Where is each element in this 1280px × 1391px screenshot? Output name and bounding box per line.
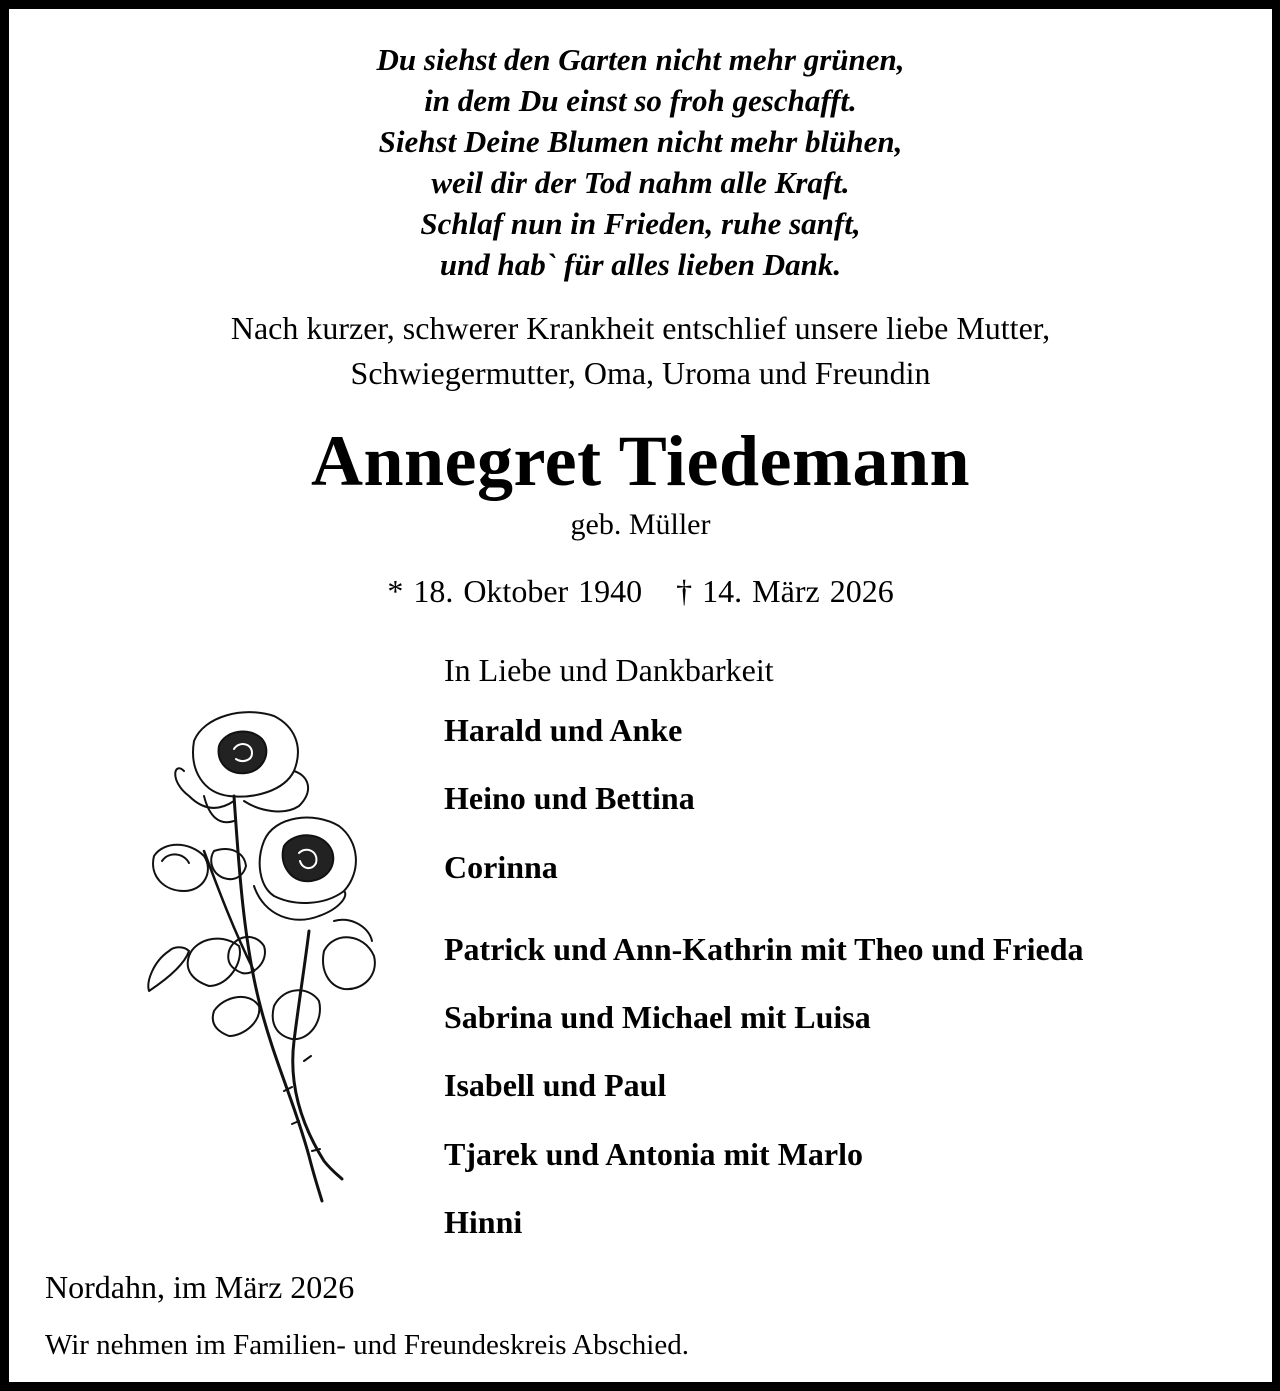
poem-line: weil dir der Tod nahm alle Kraft. bbox=[431, 165, 850, 200]
poem-line: Du siehst den Garten nicht mehr grünen, bbox=[376, 42, 905, 77]
mourner-name: Patrick und Ann-Kathrin mit Theo und Frieda bbox=[444, 931, 1084, 967]
mourner-name: Sabrina und Michael mit Luisa bbox=[444, 999, 871, 1035]
birth-date: * 18. Oktober 1940 bbox=[387, 573, 643, 609]
intro-text bbox=[9, 306, 1272, 396]
mourner-name: Harald und Anke bbox=[444, 712, 683, 748]
mourner-name: Tjarek und Antonia mit Marlo bbox=[444, 1136, 863, 1172]
poem-line: Siehst Deine Blumen nicht mehr blühen, bbox=[378, 124, 903, 159]
poem-line: in dem Du einst so froh geschafft. bbox=[424, 83, 857, 118]
mourner-name: Hinni bbox=[444, 1204, 523, 1240]
obituary-notice bbox=[9, 9, 1272, 1382]
place-and-date: Nordahn, im März 2026 bbox=[45, 1269, 355, 1305]
deceased-name: Annegret Tiedemann bbox=[310, 421, 971, 501]
mourner-name: Corinna bbox=[444, 849, 558, 885]
intro-line: Schwiegermutter, Oma, Uroma und Freundin bbox=[350, 355, 931, 391]
maiden-name: geb. Müller bbox=[570, 508, 711, 541]
farewell-note: Wir nehmen im Familien- und Freundeskreis Abschied. bbox=[45, 1329, 689, 1361]
poem-line: Schlaf nun in Frieden, ruhe sanft, bbox=[420, 206, 861, 241]
poem-line: und hab` für alles lieben Dank. bbox=[439, 247, 842, 282]
intro-line: Nach kurzer, schwerer Krankheit entschlief unsere liebe Mutter, bbox=[230, 310, 1051, 346]
life-dates bbox=[9, 571, 1272, 611]
death-date: † 14. März 2026 bbox=[676, 573, 894, 609]
mourner-name: Heino und Bettina bbox=[444, 780, 695, 816]
mourner-name: Isabell und Paul bbox=[444, 1067, 667, 1103]
mourners-label: In Liebe und Dankbarkeit bbox=[444, 652, 774, 688]
rose-bouquet-icon bbox=[134, 701, 384, 1206]
poem bbox=[9, 39, 1272, 285]
